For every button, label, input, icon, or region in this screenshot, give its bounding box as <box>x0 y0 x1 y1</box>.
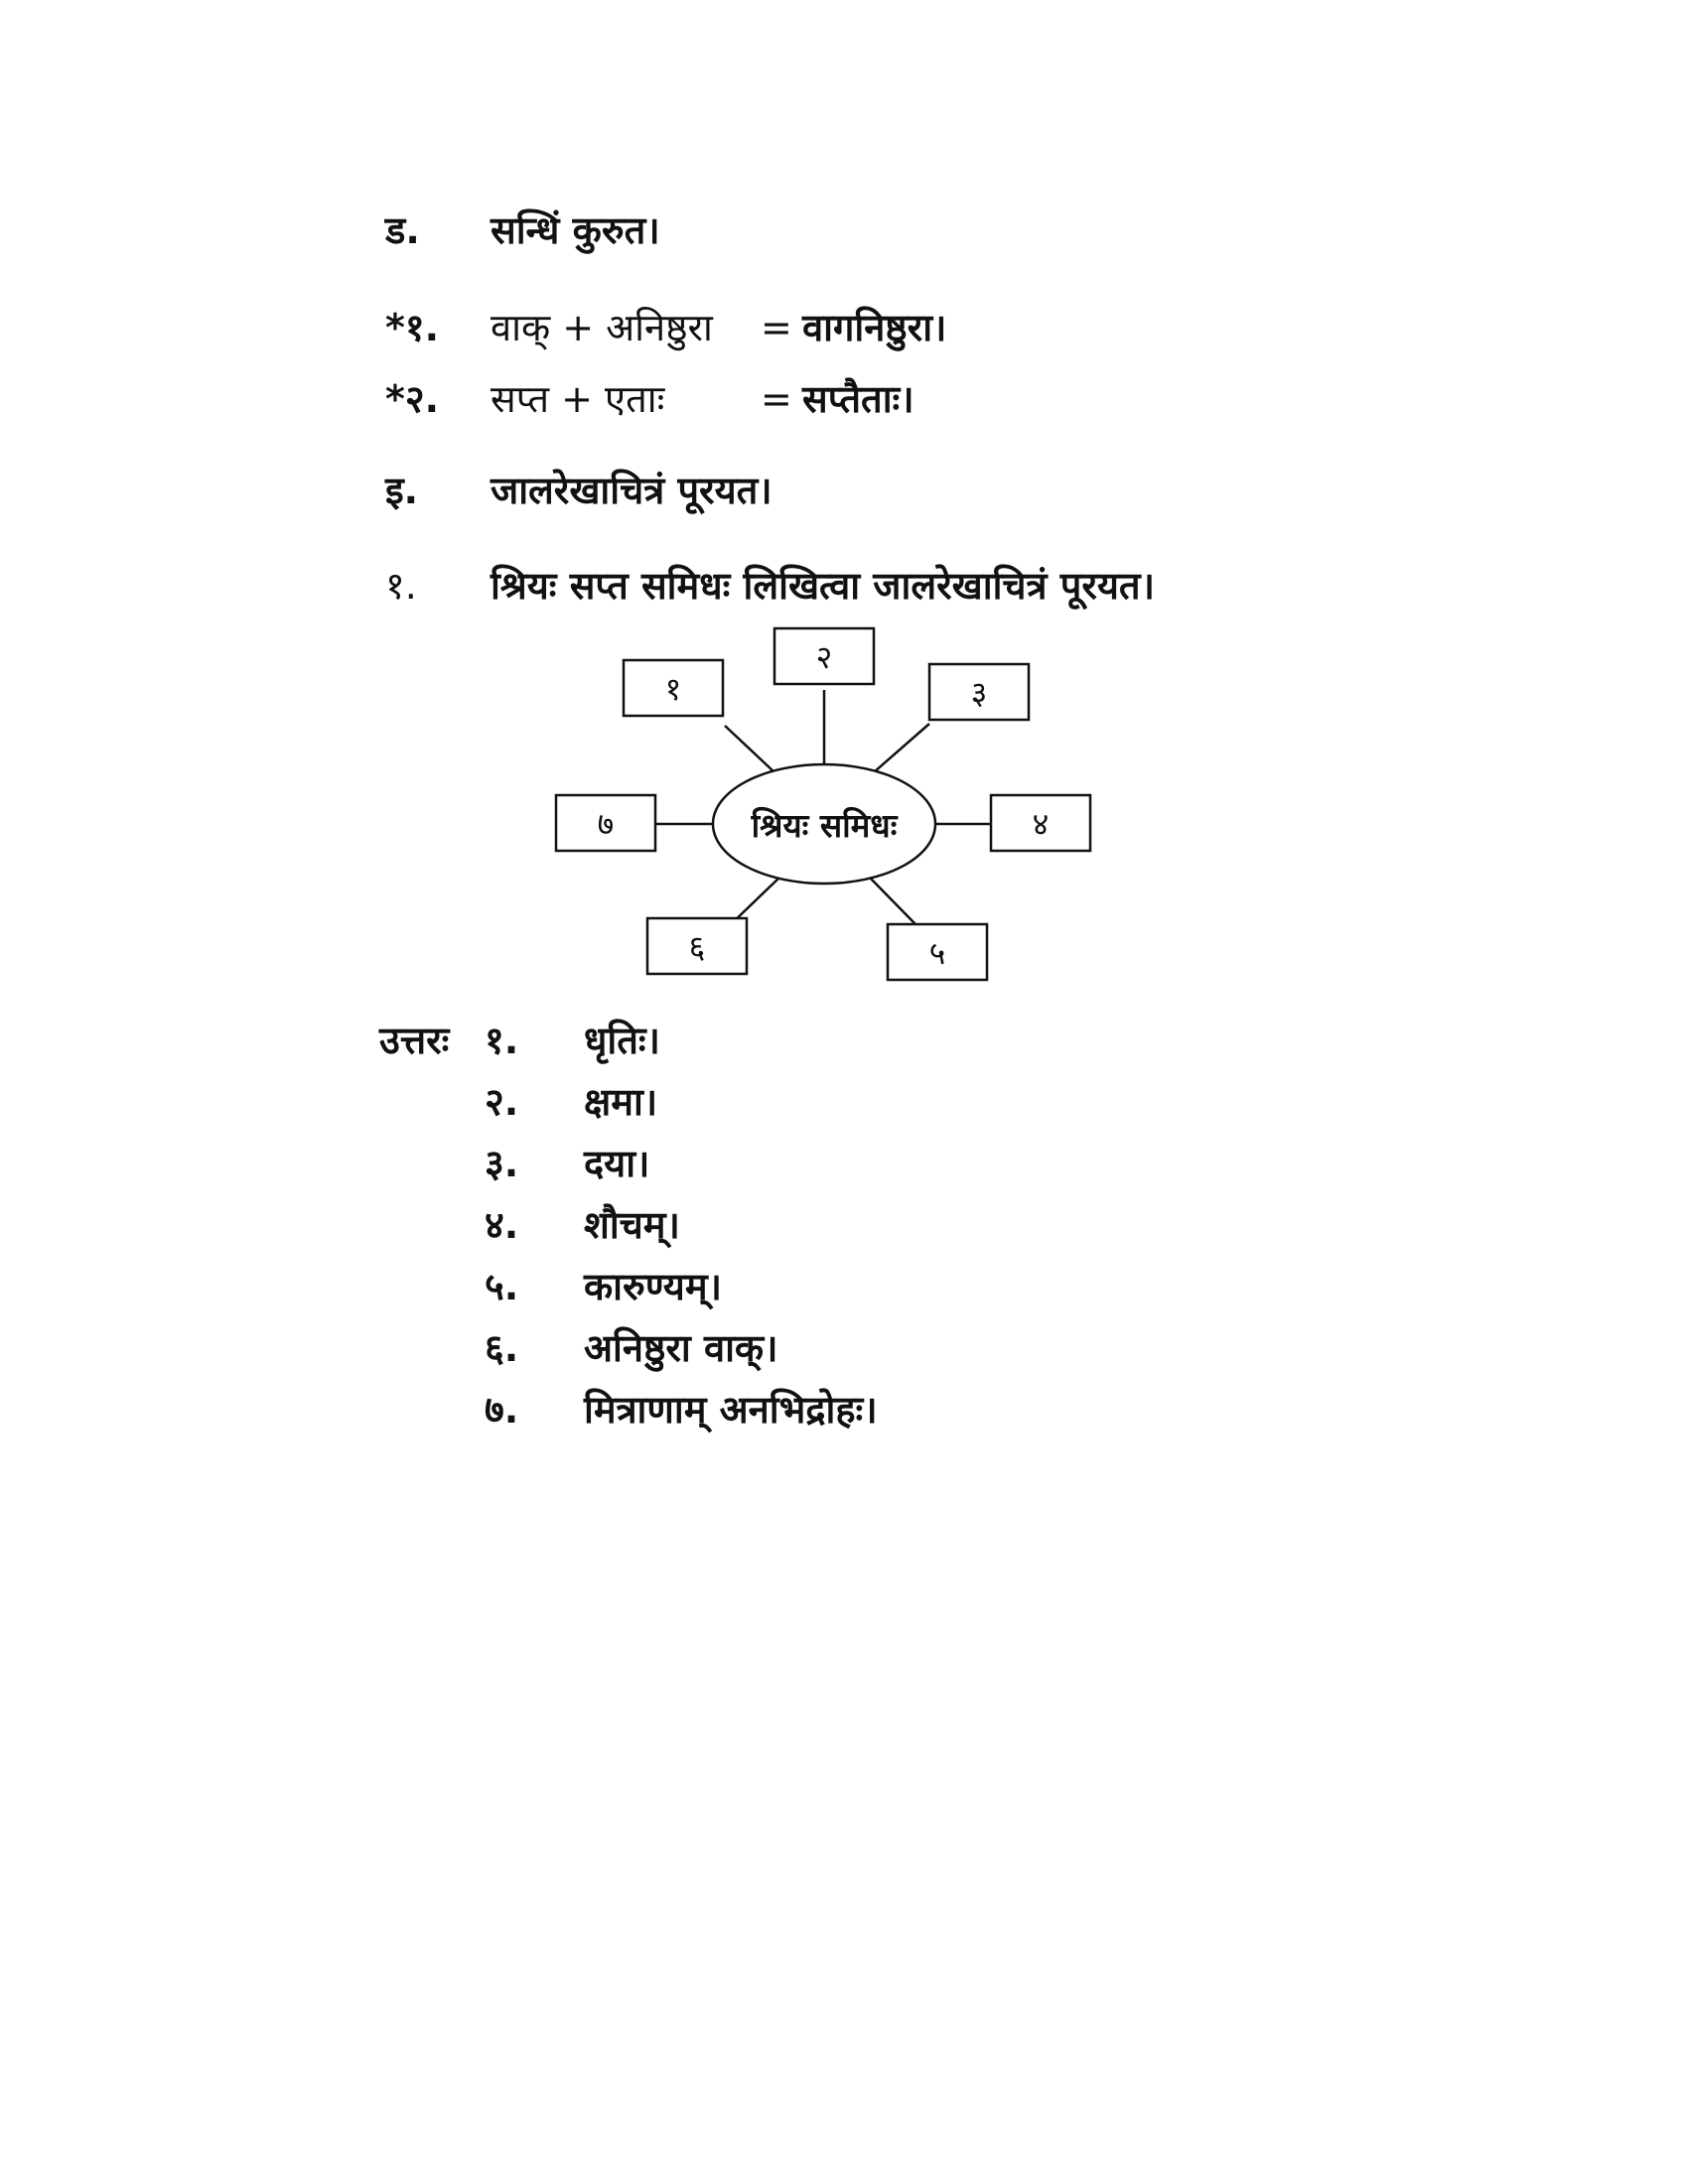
box-4-label: ४ <box>1032 805 1050 843</box>
answer-3-text: दया। <box>584 1142 650 1185</box>
box-5-label: ५ <box>928 934 946 972</box>
box-6-label: ६ <box>688 928 706 966</box>
answer-1-text: धृतिः। <box>584 1019 660 1062</box>
sandhi-1-equals: = <box>761 306 792 349</box>
connector-line-5 <box>869 877 915 924</box>
section-i-instruction: जालरेखाचित्रं पूरयत। <box>491 469 773 512</box>
center-label: श्रियः समिधः <box>751 806 898 845</box>
box-5 <box>888 924 987 980</box>
answer-4-number: ४. <box>485 1203 519 1247</box>
box-1 <box>624 660 723 716</box>
box-2 <box>774 628 874 684</box>
section-d-marker: ड. <box>385 208 420 252</box>
answer-4-text: शौचम्। <box>584 1203 680 1247</box>
sandhi-1-expression: वाक् + अनिष्ठुरा <box>491 306 713 349</box>
box-3-label: ३ <box>970 674 988 712</box>
sandhi-1-result: वागनिष्ठुरा। <box>802 306 947 349</box>
answer-1-number: १. <box>485 1019 519 1062</box>
box-7 <box>556 795 655 851</box>
answer-5-number: ५. <box>485 1265 519 1308</box>
connector-line-1 <box>725 726 774 772</box>
answer-5-text: कारुण्यम्। <box>584 1265 722 1308</box>
box-2-label: २ <box>815 638 833 676</box>
sandhi-2-result: सप्तैताः। <box>802 377 914 421</box>
answer-3-number: ३. <box>485 1142 519 1185</box>
box-4 <box>991 795 1090 851</box>
sandhi-1-number: *१. <box>385 306 440 349</box>
web-diagram <box>536 620 1132 998</box>
answer-2-number: २. <box>485 1080 519 1124</box>
question-number: १. <box>385 564 417 608</box>
section-i-marker: इ. <box>385 469 419 512</box>
answer-2-text: क्षमा। <box>584 1080 658 1124</box>
question-text: श्रियः सप्त समिधः लिखित्वा जालरेखाचित्रं पूरयत। <box>491 564 1155 608</box>
answer-6-text: अनिष्ठुरा वाक्। <box>584 1326 778 1370</box>
sandhi-2-expression: सप्त + एताः <box>491 377 665 421</box>
answer-label: उत्तरः <box>379 1019 450 1062</box>
sandhi-2-equals: = <box>761 377 792 421</box>
box-6 <box>647 918 747 974</box>
answer-7-text: मित्राणाम् अनभिद्रोहः। <box>584 1388 878 1432</box>
connector-line-3 <box>874 724 929 772</box>
answer-7-number: ७. <box>485 1388 519 1432</box>
section-d-instruction: सन्धिं कुरुत। <box>491 208 660 252</box>
answer-6-number: ६. <box>485 1326 519 1370</box>
box-3 <box>929 664 1029 720</box>
box-7-label: ७ <box>597 805 615 843</box>
box-1-label: १ <box>664 670 682 708</box>
sandhi-2-number: *२. <box>385 377 440 421</box>
